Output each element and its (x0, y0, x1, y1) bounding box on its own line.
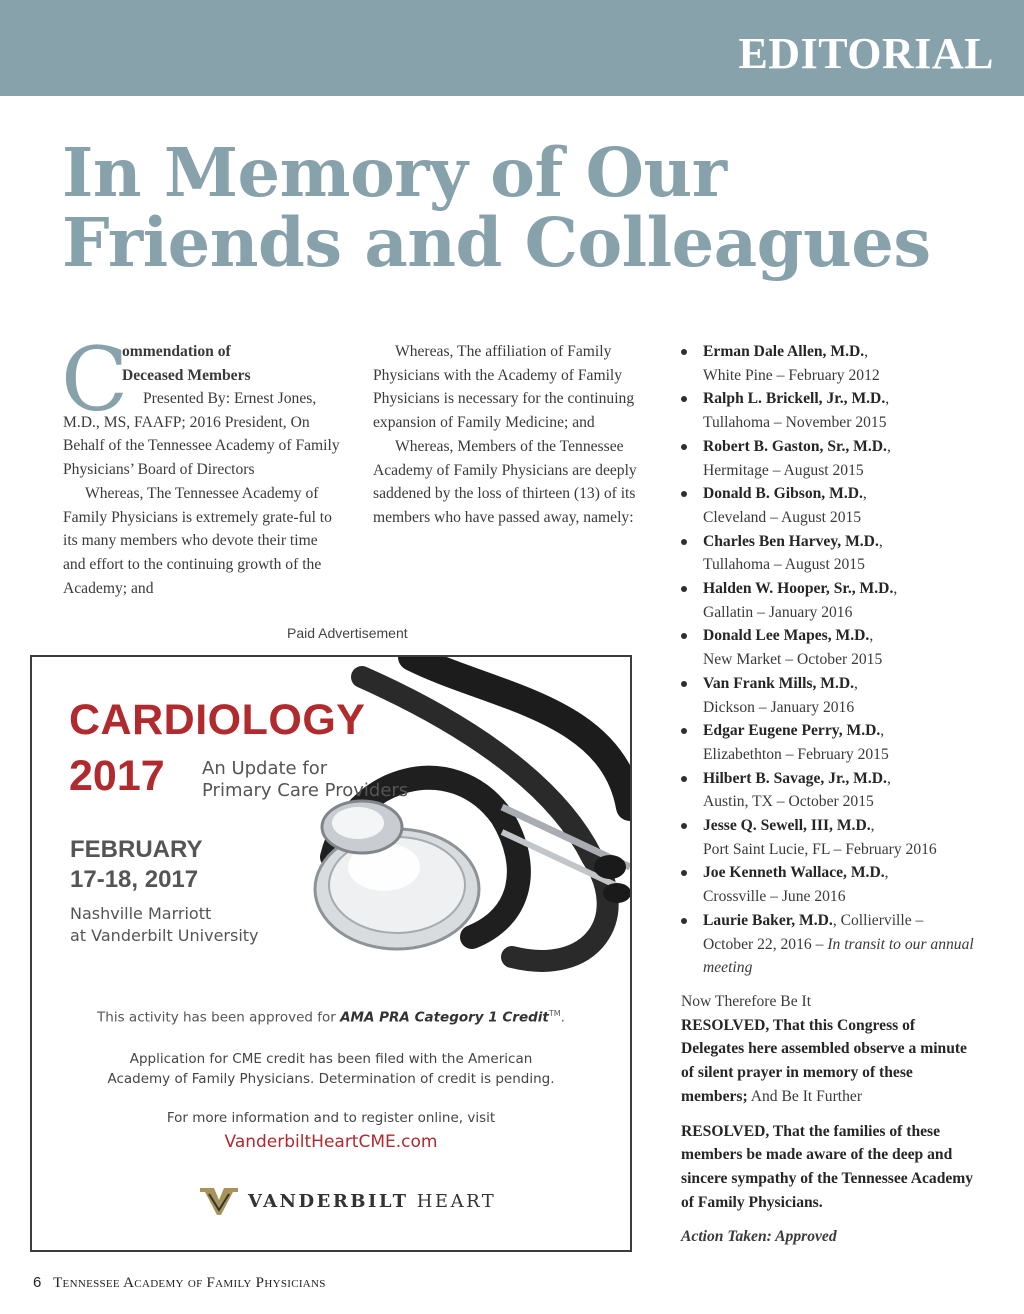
member-name: Donald B. Gibson, M.D. (703, 485, 863, 503)
ad-venue (70, 903, 259, 947)
member-detail: Tullahoma – November 2015 (703, 414, 887, 432)
member-name: Donald Lee Mapes, M.D. (703, 627, 870, 645)
page-number: 6 (33, 1274, 42, 1291)
ad-headline: CARDIOLOGY (69, 696, 366, 744)
resolved-1 (681, 1014, 981, 1109)
list-item: Van Frank Mills, M.D., Dickson – January 2016 (681, 672, 981, 719)
member-detail: Elizabethton – February 2015 (703, 745, 889, 763)
commendation-line-1: ommendation of (122, 343, 231, 360)
ad-subtitle-line-2: Primary Care Providers (202, 780, 409, 801)
section-label: EDITORIAL (738, 29, 994, 78)
ad-date-line-1: FEBRUARY (70, 836, 203, 863)
list-item: Halden W. Hooper, Sr., M.D., Gallatin – January 2016 (681, 577, 981, 624)
member-name: Hilbert B. Savage, Jr., M.D. (703, 769, 887, 787)
ad-subtitle (202, 758, 462, 802)
member-detail: Port Saint Lucie, FL – February 2016 (703, 840, 937, 858)
list-item: Ralph L. Brickell, Jr., M.D., Tullahoma – November 2015 (681, 387, 981, 434)
bullet-icon (681, 681, 687, 687)
bullet-icon (681, 918, 687, 924)
bullet-icon (681, 728, 687, 734)
logo-text-bold: VANDERBILT (248, 1190, 409, 1212)
ad-application-line-2: Academy of Family Physicians. Determination of credit is pending. (107, 1071, 555, 1087)
ad-approval: This activity has been approved for AMA PRA Category 1 Credit™. (97, 1009, 565, 1026)
logo-text-light: HEART (416, 1190, 497, 1212)
bullet-icon (681, 633, 687, 639)
member-detail: Cleveland – August 2015 (703, 508, 862, 526)
resolution (681, 990, 981, 1249)
ad-application (32, 1049, 630, 1089)
publication-name: Tennessee Academy of Family Physicians (53, 1275, 326, 1291)
bullet-icon (681, 870, 687, 876)
ad-approval-prefix: This activity has been approved for (97, 1009, 336, 1026)
list-item: Donald B. Gibson, M.D., Cleveland – August 2015 (681, 482, 981, 529)
ad-approval-tm: TM (548, 1009, 561, 1018)
title-line-1: In Memory of Our (62, 133, 727, 212)
bullet-icon (681, 396, 687, 402)
page-footer (33, 1274, 326, 1292)
member-note: In transit to our annual meeting (703, 935, 974, 977)
bullet-icon (681, 776, 687, 782)
list-item (681, 909, 981, 980)
ad-application-line-1: Application for CME credit has been filed with the American (129, 1051, 533, 1067)
member-name: Erman Dale Allen, M.D. (703, 343, 865, 360)
list-item: Hilbert B. Savage, Jr., M.D., Austin, TX – October 2015 (681, 767, 981, 814)
column-middle (373, 340, 643, 530)
resolved-1-tail: And Be It Further (750, 1087, 863, 1105)
ad-caption: Paid Advertisement (287, 625, 408, 641)
article-title (62, 133, 962, 282)
member-detail: New Market – October 2015 (703, 651, 883, 669)
member-name: Halden W. Hooper, Sr., M.D. (703, 580, 894, 598)
advertisement[interactable] (30, 655, 632, 1252)
member-name: Joe Kenneth Wallace, M.D. (703, 864, 885, 882)
bullet-icon (681, 539, 687, 545)
member-detail: Gallatin – January 2016 (703, 603, 853, 621)
title-line-2: Friends and Colleagues (62, 203, 931, 282)
member-name: Edgar Eugene Perry, M.D. (703, 722, 881, 740)
list-item: Donald Lee Mapes, M.D., New Market – October 2015 (681, 624, 981, 671)
list-item: Robert B. Gaston, Sr., M.D., Hermitage – August 2015 (681, 435, 981, 482)
resolved-2-bold: RESOLVED, That the families of these members be made aware of the deep and sincere sympathy of the Tennessee Academy of Family Physicians. (681, 1122, 974, 1211)
list-item: Erman Dale Allen, M.D., White Pine – February 2012 (681, 340, 981, 387)
member-name: Ralph L. Brickell, Jr., M.D. (703, 390, 886, 408)
bullet-icon (681, 349, 687, 355)
drop-cap: C (61, 328, 129, 431)
ad-approval-credit: AMA PRA Category 1 Credit (340, 1009, 549, 1026)
list-item: Charles Ben Harvey, M.D., Tullahoma – August 2015 (681, 530, 981, 577)
column-right (681, 340, 981, 1249)
ad-venue-line-1: Nashville Marriott (70, 904, 212, 923)
member-name: Robert B. Gaston, Sr., M.D. (703, 437, 887, 455)
list-item: Jesse Q. Sewell, III, M.D., Port Saint Lucie, FL – February 2016 (681, 814, 981, 861)
ad-date (70, 835, 202, 895)
vanderbilt-v-icon (200, 1186, 238, 1216)
ad-url-link[interactable]: VanderbiltHeartCME.com (224, 1132, 438, 1152)
member-detail: Crossville – June 2016 (703, 888, 846, 906)
bullet-icon (681, 491, 687, 497)
column-left (61, 328, 343, 600)
member-detail: Tullahoma – August 2015 (703, 556, 865, 574)
resolved-1-bold: RESOLVED, That this Congress of Delegates here assembled observe a minute of silent prayer in memory of these members; (681, 1016, 967, 1105)
commendation-heading (61, 328, 343, 431)
ad-date-line-2: 17-18, 2017 (70, 866, 199, 893)
whereas-2: Whereas, The affiliation of Family Physicians with the Academy of Family Physicians is necessary for the continuing expansion of Family Medicine; and (373, 343, 635, 432)
bullet-icon (681, 823, 687, 829)
member-detail: White Pine – February 2012 (703, 366, 880, 384)
whereas-3: Whereas, Members of the Tennessee Academy of Family Physicians are deeply saddened by the loss of thirteen (13) of its members who have passed away, namely: (373, 437, 637, 526)
bullet-icon (681, 444, 687, 450)
member-name: Charles Ben Harvey, M.D. (703, 532, 879, 550)
member-name: Jesse Q. Sewell, III, M.D. (703, 817, 871, 835)
member-detail: Austin, TX – October 2015 (703, 793, 874, 811)
member-place: , Collierville – (832, 911, 924, 929)
commendation-line-2: Deceased Members (122, 366, 251, 384)
last-member-list (681, 909, 981, 980)
vanderbilt-heart-logo[interactable] (200, 1185, 496, 1217)
whereas-1: Whereas, The Tennessee Academy of Family Physicians is extremely grate-ful to its many members who devote their time and effort to the continuing growth of the Academy; and (63, 484, 332, 597)
ad-year: 2017 (69, 752, 165, 800)
member-date: October 22, 2016 – (703, 935, 824, 953)
resolved-2 (681, 1120, 981, 1215)
logo-text (248, 1191, 496, 1212)
ad-venue-line-2: at Vanderbilt University (70, 926, 259, 945)
ad-info: For more information and to register online, visit (166, 1110, 496, 1126)
presented-by: Presented By: Ernest Jones, M.D., MS, FAAFP; 2016 President, On Behalf of the Tennessee Academy of Family Physicians’ Board of Directors (63, 390, 340, 479)
now-therefore: Now Therefore Be It (681, 992, 812, 1010)
list-item: Joe Kenneth Wallace, M.D., Crossville – June 2016 (681, 861, 981, 908)
member-detail: Hermitage – August 2015 (703, 461, 864, 479)
bullet-icon (681, 586, 687, 592)
member-name: Van Frank Mills, M.D. (703, 674, 855, 692)
member-detail: Dickson – January 2016 (703, 698, 855, 716)
ad-subtitle-line-1: An Update for (202, 758, 328, 779)
member-name: Laurie Baker, M.D. (703, 911, 833, 929)
deceased-members-list (681, 340, 981, 909)
stethoscope-icon (32, 657, 630, 1250)
list-item: Edgar Eugene Perry, M.D., Elizabethton – February 2015 (681, 719, 981, 766)
action-taken: Action Taken: Approved (681, 1228, 837, 1246)
